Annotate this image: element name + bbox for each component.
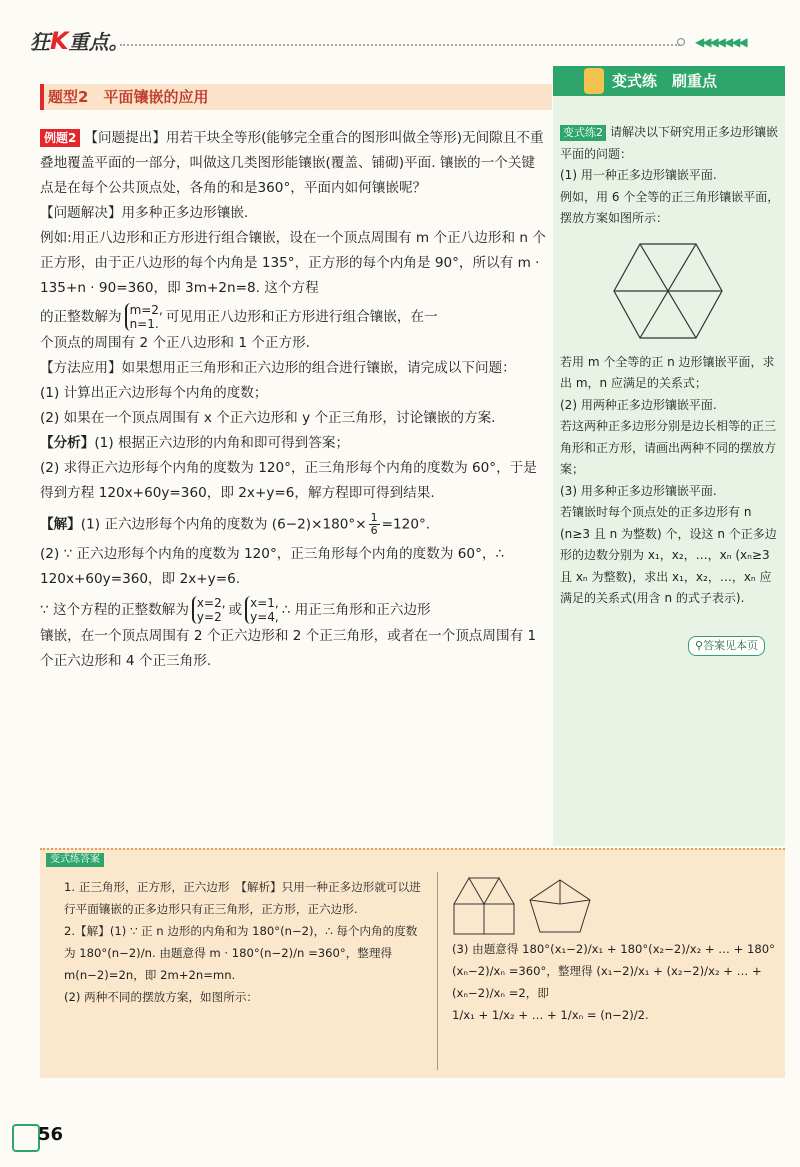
answer-divider	[437, 872, 438, 1070]
example-text: 例如:用正八边形和正方形进行组合镶嵌，设在一个顶点周围有 m 个正八边形和 n 个正方形，由于正八边形的每个内角是 135°，正方形的每个内角是 90°，所以有 m · 135+n · 90=360，即 3m+2n=8. 这个方程	[40, 230, 546, 296]
solution-2: (2) ∵ 正六边形每个内角的度数为 120°，正三角形每个内角的度数为 60°，∴ 120x+60y=360，即 2x+y=6.	[40, 545, 505, 587]
system-line: 的正整数解为 m=2, n=1. 可见用正八边形和正方形进行组合镶嵌，在一	[40, 303, 438, 331]
method-application: 【方法应用】如果想用正三角形和正六边形的组合进行镶嵌，请完成以下问题：	[40, 360, 516, 376]
example-intro: 例题2 【问题提出】用若干块全等形(能够完全重合的图形叫做全等形)无间隙且不重叠地覆盖平面的一部分，叫做这几类图形能镶嵌(覆盖、铺砌)平面. 镶嵌的一个关键点是在每个公共顶点处，各角的和是360°，平面内如何镶嵌呢？	[40, 130, 544, 196]
student-icon	[584, 68, 604, 94]
solution-1: 【解】(1) 正六边形每个内角的度数为 (6−2)×180°× $\frac{1}{6}$ =120°.	[40, 511, 431, 537]
solution-systems: ∵ 这个方程的正整数解为 x=2, y=2 或 x=1, y=4, ∴ 用正三角形和正六边形	[40, 595, 431, 624]
header-divider	[120, 44, 680, 46]
sidebar-title: 变式练 刷重点	[612, 72, 718, 90]
answer-left: 1. 正三角形，正方形，正六边形 【解析】只用一种正多边形就可以进行平面镶嵌的正多边形只有正三角形，正方形，正六边形. 2.【解】(1) ∵ 正 n 边形的内角和为 180°(n−2)，∴ 每个内角的度数为 180°(n−2)/n. 由题意得 m · 180°(n−2)/n =360°，整理得 m(n−2)=2n，即 2m+2n=mn. (2) 两种不同的摆放方案，如图所示：	[64, 880, 421, 1004]
arrow-decoration-icon: ◀◀◀◀◀◀◀	[695, 35, 746, 49]
example-content: 例题2 【问题提出】用若干块全等形(能够完全重合的图形叫做全等形)无间隙且不重叠地覆盖平面的一部分，叫做这几类图形能镶嵌(覆盖、铺砌)平面. 镶嵌的一个关键点是在每个公共顶点处，各角的和是360°，平面内如何镶嵌呢？ 【问题解决】用多种正多边形镶嵌. 例如:用正八边形和正方形进行组合镶嵌，设在一个顶点周围有 m 个正八边形和 n 个正方形，由于正八边形的每个内角是 135°，正方形的每个内角是 90°，所以有 m · 135+n · 90=360，即 3m+2n=8. 这个方程 的正整数解为 m=2, n=1. 可见用正八边形和正方形进行组合镶嵌，在一 个顶点的周围有 2 个正八边形和 1 个正方形. 【方法应用】如果想用正三角形和正六边形的组合进行镶嵌，请完成以下问题： (1) 计算出正六边形每个内角的度数； (2) 如果在一个顶点周围有 x 个正六边形和 y 个正三角形，讨论镶嵌的方案. 【分析】(1) 根据正六边形的内角和即可得到答案； (2) 求得正六边形每个内角的度数为 120°，正三角形每个内角的度数为 60°，于是得到方程 120x+60y=360，即 2x+y=6，解方程即可得到结果. 【解】(1) 正六边形每个内角的度数为 (6−2)×180°× $\frac{1}{6}$ =120°. (2) ∵ 正六边形每个内角的度数为 120°，正三角形每个内角的度数为 60°，∴ 120x+60y=360，即 2x+y=6. ∵ 这个方程的正整数解为 x=2, y=2 或 x=1, y=4, ∴ 用正三角形和正六边形 镶嵌，在一个顶点周围有 2 个正六边形和 2 个正三角形，或者在一个顶点周围有 1 个正六边形和 4 个正三角形.	[40, 126, 548, 674]
question-2: (2) 如果在一个顶点周围有 x 个正六边形和 y 个正三角形，讨论镶嵌的方案.	[40, 410, 496, 426]
question-1: (1) 计算出正六边形每个内角的度数；	[40, 385, 268, 401]
section-title: 题型2 平面镶嵌的应用	[48, 88, 209, 106]
answer-tag: 变式练答案	[46, 853, 104, 867]
page-number: 56	[38, 1124, 64, 1145]
conclusion: 镶嵌，在一个顶点周围有 2 个正六边形和 2 个正三角形，或者在一个顶点周围有 1 个正六边形和 4 个正三角形.	[40, 627, 537, 669]
example-tag: 例题2	[40, 129, 80, 147]
equation-system: m=2, n=1.	[125, 303, 163, 331]
circle-marker-icon	[676, 37, 686, 47]
sidebar-body: 变式练2 请解决以下研究用正多边形镶嵌平面的问题： (1) 用一种正多边形镶嵌平面. 例如，用 6 个全等的正三角形镶嵌平面，摆放方案如图所示： 若用 m 个全等的正 n 边形镶嵌平面，求出 m，n 应满足的关系式； (2) 用两种正多边形镶嵌平面. 若这两种正多边形分别是边长相等的正三角形和正方形，请画出两种不同的摆放方案； (3) 用多种正多边形镶嵌平面. 若镶嵌时每个顶点处的正多边形有 n (n≥3 且 n 为整数) 个，设这 n 个正多边形的边数分别为 x₁，x₂，…，xₙ (xₙ≥3 且 xₙ 为整数)，求出 x₁，x₂，…，xₙ 应满足的关系式(用含 n 的式子表示).	[560, 122, 782, 610]
tiling-figures	[450, 874, 620, 936]
page-icon	[12, 1124, 40, 1152]
variant-tag: 变式练2	[560, 125, 606, 141]
brand-logo: 狂K重点。	[30, 27, 129, 55]
problem-solving: 【问题解决】用多种正多边形镶嵌.	[40, 205, 249, 221]
analysis-1: 【分析】(1) 根据正六边形的内角和即可得到答案；	[40, 435, 350, 451]
analysis-2: (2) 求得正六边形每个内角的度数为 120°，正三角形每个内角的度数为 60°，于是得到方程 120x+60y=360，即 2x+y=6，解方程即可得到结果.	[40, 460, 537, 501]
answer-note: ⚲答案见本页	[688, 636, 765, 656]
hexagon-triangles-figure	[612, 242, 724, 340]
answer-right: (3) 由题意得 180°(x₁−2)/x₁ + 180°(x₂−2)/x₂ + … + 180°(xₙ−2)/xₙ =360°，整理得 (x₁−2)/x₁ + (x₂−2)/x₂ + … + (xₙ−2)/xₙ =2，即 1/x₁ + 1/x₂ + … + 1/xₙ = (n−2)/2.	[452, 942, 775, 1022]
pin-icon: ⚲	[695, 639, 704, 652]
